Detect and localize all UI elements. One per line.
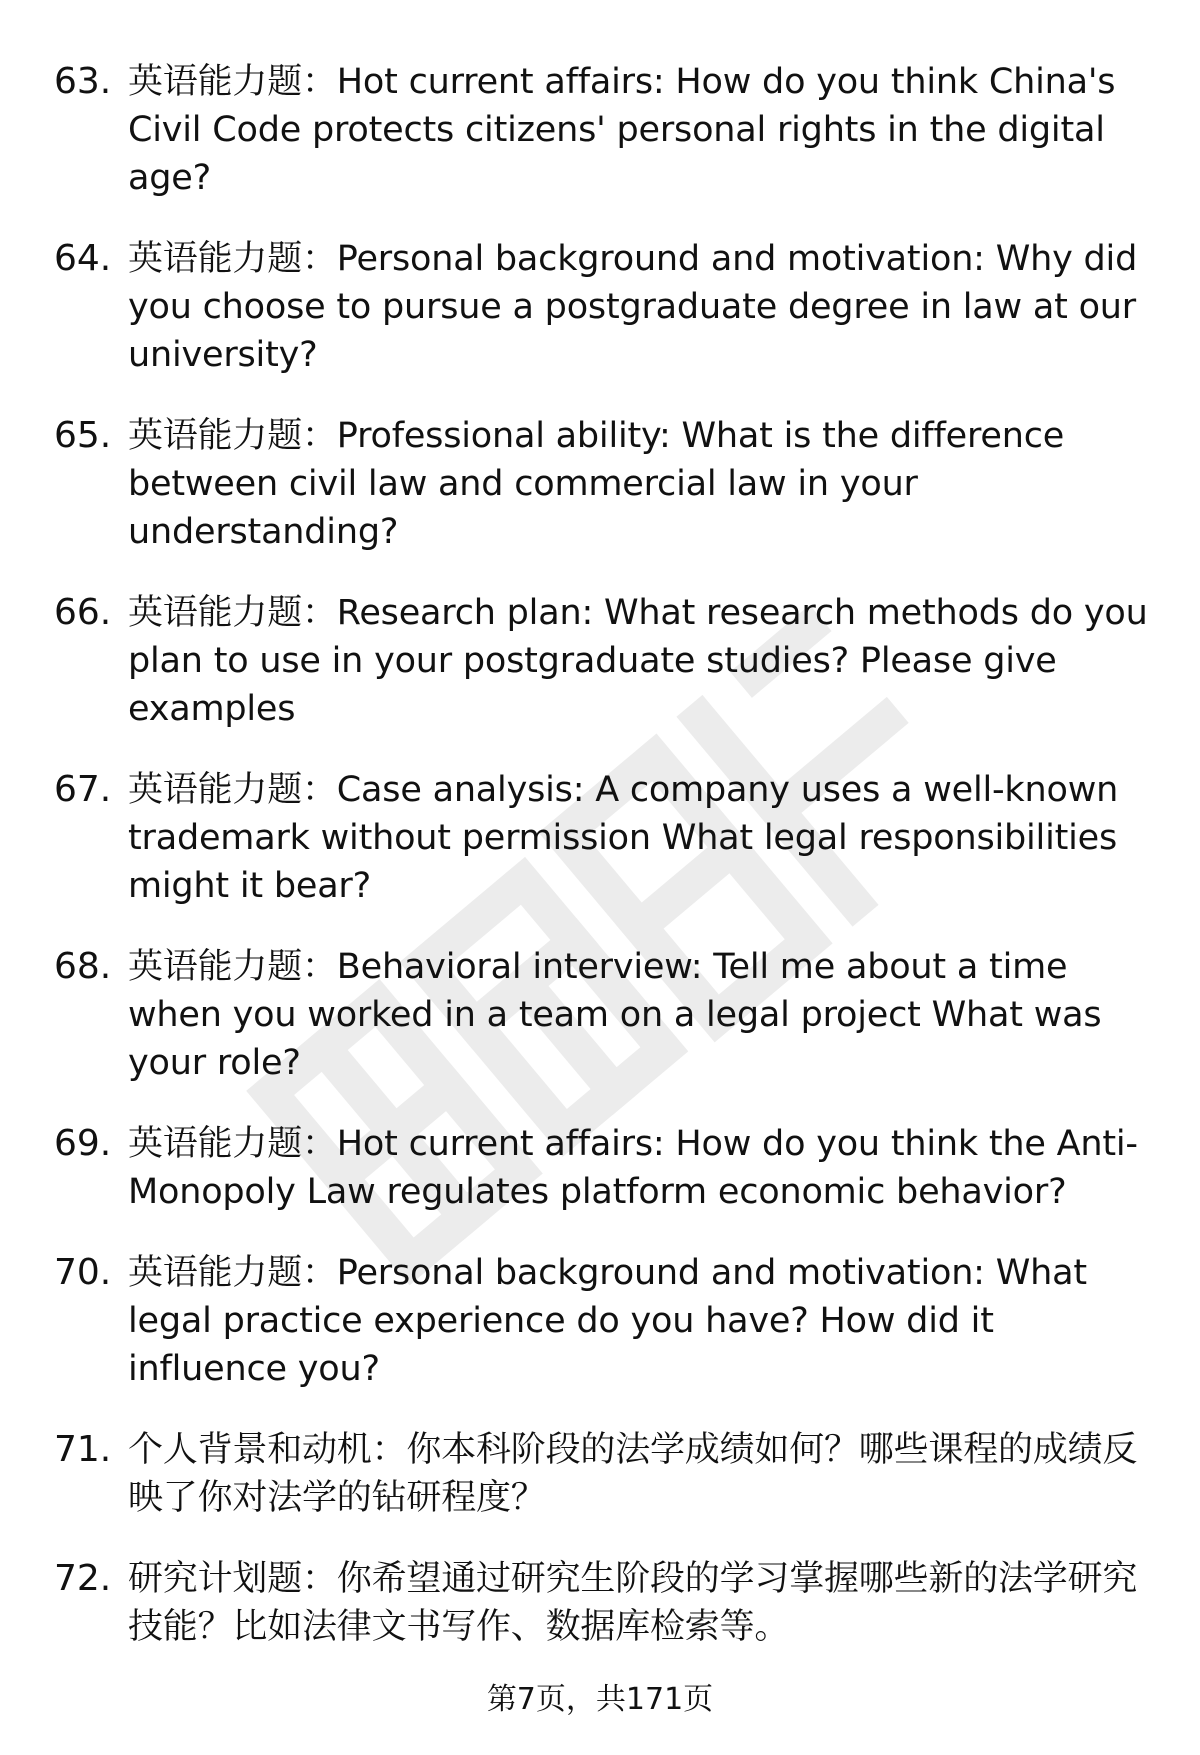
- question-number: 67.: [54, 769, 112, 810]
- question-item: [0, 1555, 1200, 1651]
- question-number: 72.: [54, 1558, 112, 1599]
- question-list: [0, 58, 1200, 1684]
- question-text: 英语能力题：Case analysis: A company uses a well-known trademark without permission What legal responsibilities might it bear?: [128, 770, 1119, 906]
- question-number: 70.: [54, 1252, 112, 1293]
- question-text: 英语能力题：Hot current affairs: How do you think China's Civil Code protects citizens' personal rights in the digital age?: [128, 62, 1116, 198]
- question-number: 63.: [54, 61, 112, 102]
- question-item: [0, 1249, 1200, 1393]
- question-text: 英语能力题：Hot current affairs: How do you think the Anti-Monopoly Law regulates platform economic behavior?: [128, 1124, 1138, 1212]
- question-number: 71.: [54, 1429, 112, 1470]
- question-text: 研究计划题：你希望通过研究生阶段的学习掌握哪些新的法学研究技能？比如法律文书写作、数据库检索等。: [128, 1559, 1138, 1647]
- question-number: 65.: [54, 415, 112, 456]
- question-text: 英语能力题：Professional ability: What is the difference between civil law and commercial law in your understanding?: [128, 416, 1065, 552]
- question-item: [0, 943, 1200, 1087]
- question-text: 英语能力题：Personal background and motivation: What legal practice experience do you have? How did it influence you?: [128, 1253, 1087, 1389]
- question-number: 64.: [54, 238, 112, 279]
- question-number: 66.: [54, 592, 112, 633]
- question-item: [0, 58, 1200, 202]
- question-number: 69.: [54, 1123, 112, 1164]
- question-item: [0, 766, 1200, 910]
- question-item: [0, 1426, 1200, 1522]
- page-footer: 第7页，共171页: [486, 1682, 714, 1717]
- question-item: [0, 412, 1200, 556]
- question-item: [0, 1120, 1200, 1216]
- question-text: 英语能力题：Personal background and motivation: Why did you choose to pursue a postgraduate degree in law at our university?: [128, 239, 1138, 375]
- question-item: [0, 235, 1200, 379]
- question-item: [0, 589, 1200, 733]
- question-text: 个人背景和动机：你本科阶段的法学成绩如何？哪些课程的成绩反映了你对法学的钻研程度？: [128, 1430, 1138, 1518]
- question-text: 英语能力题：Behavioral interview: Tell me about a time when you worked in a team on a legal project What was your role?: [128, 947, 1102, 1083]
- question-text: 英语能力题：Research plan: What research methods do you plan to use in your postgraduate studies? Please give examples: [128, 593, 1148, 729]
- question-number: 68.: [54, 946, 112, 987]
